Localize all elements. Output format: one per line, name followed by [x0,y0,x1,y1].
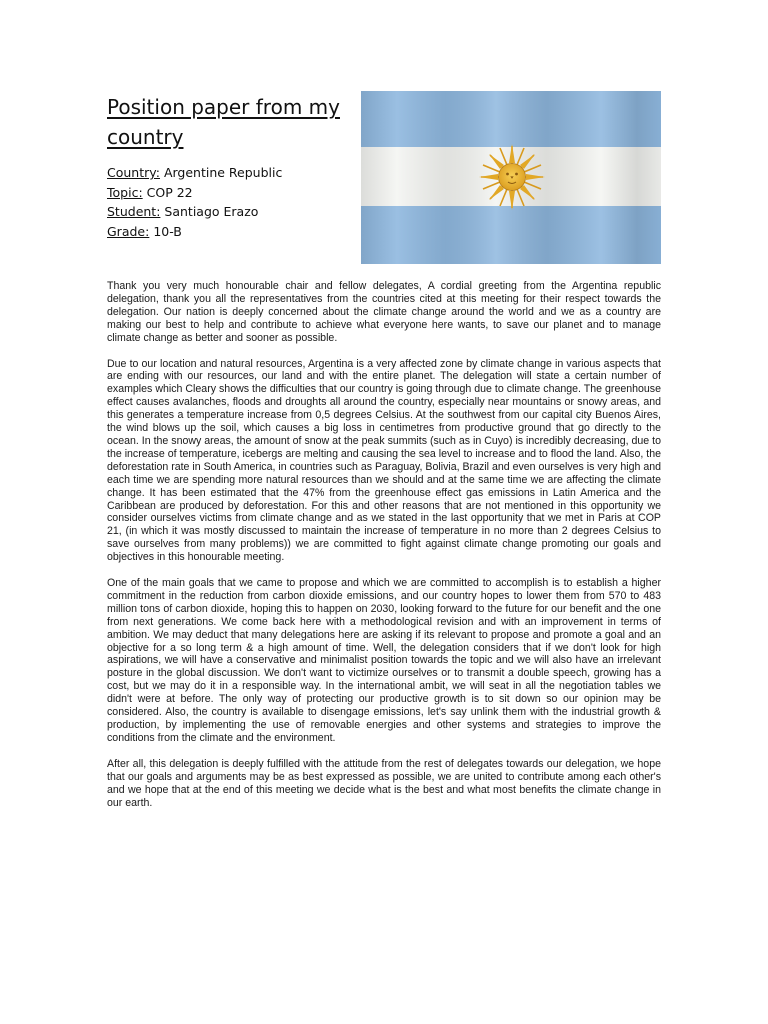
paragraph: One of the main goals that we came to propose and which we are committed to accomplish is to establish a higher commitment in the reduction from carbon dioxide emissions, and our country hopes to lower them from 570 to 483 million tons of carbon dioxide, hoping this to happen on 2030, looking forward to the future for our benefit and the one from next generations. We come back here with a methodological revision and with an improvement in terms of ambition. We may deduct that many delegations here are asking if its relevant to propose and promote a goal and an objective for a so long term & a high amount of time. Well, the delegation considers that if we don't look for high aspirations, we will have a conservative and minimalist position towards the topic and we will also have an irrelevant posture in the global discussion. We don't want to victimize ourselves or to transmit a double speech, growing has a cost, but we may do it in a responsible way. In the international ambit, we will seat in all the negotiation tables we didn't were at before. The only way of protecting our productive growth is to sit down so our opinion may be considered. Also, the country is available to disengage emissions, let's say unlink them with the industrial growth & production, by implementing the use of removable energies and other systems and strategies to improve the conditions from the climate and the environment. [107,577,661,744]
meta-grade-value: 10-B [153,223,182,239]
meta-topic-value: COP 22 [146,184,193,200]
meta-grade [107,222,347,242]
meta-student [107,202,347,222]
meta-topic [107,183,347,203]
argentina-flag-image [361,91,661,264]
paragraph: After all, this delegation is deeply fulfilled with the attitude from the rest of delegates towards our delegation, we hope that our goals and arguments may be as best expressed as possible, we are united to contribute among each other's and we hope that at the end of this meeting we decide what is the best and what most benefits the climate change in our earth. [107,757,661,809]
paragraph: Due to our location and natural resources, Argentina is a very affected zone by climate change in various aspects that are ending with our resources, our land and with the entire planet. The delegation will state a certain number of examples which Cleary shows the difficulties that our country is going through due to climate change. The greenhouse effect causes avalanches, floods and droughts all around the country, especially near mountains or snowy areas, and this generates a temperature increase from 0,5 degrees Celsius. At the southwest from our capital city Buenos Aires, the wind blows up the soil, which causes a big loss in centimetres from productive ground that go directly to the ocean. In the snowy areas, the amount of snow at the peak summits (such as in Cuyo) is incredibly decreasing, due to the increase of temperature, icebergs are melting and causing the sea level to increase and to flood the land. Also, the deforestation rate in South America, in countries such as Paraguay, Bolivia, Brazil and even ourselves is very high and each time we are spending more natural resources than we should and at the same time we are affecting the climate change. It has been estimated that the 47% from the greenhouse effect gas emissions in Latin America and the Caribbean are produced by deforestation. For this and other reasons that are not mentioned in this opportunity we consider ourselves victims from climate change and as we stated in the last opportunity that we met in Paris at COP 21, (in which it was mostly discussed to maintain the increase of temperature in no more than 2 degrees Celsius to save ourselves from many problems)) we are committed to fight against climate change promoting our goals and objectives in this honourable meeting. [107,357,661,564]
meta-country-label: Country: [107,165,160,180]
meta-topic-label: Topic: [107,184,143,200]
meta-country-value: Argentine Republic [163,165,283,180]
page-title: Position paper from my country [107,95,340,149]
meta-student-value: Santiago Erazo [164,204,259,219]
meta-student-label: Student: [107,204,161,219]
body-text [107,280,661,822]
meta-grade-label: Grade: [107,223,150,239]
paragraph: Thank you very much honourable chair and fellow delegates, A cordial greeting from the Argentina republic delegation, thank you all the representatives from the countries cited at this meeting for their respect towards the delegation. Our nation is deeply concerned about the climate change around the world and we as a country are making our best to help and contribute to achieve what everyone here wants, to save our planet and to manage climate change as better and sooner as possible. [107,280,661,344]
meta-country [107,163,347,183]
document-meta [107,163,347,241]
